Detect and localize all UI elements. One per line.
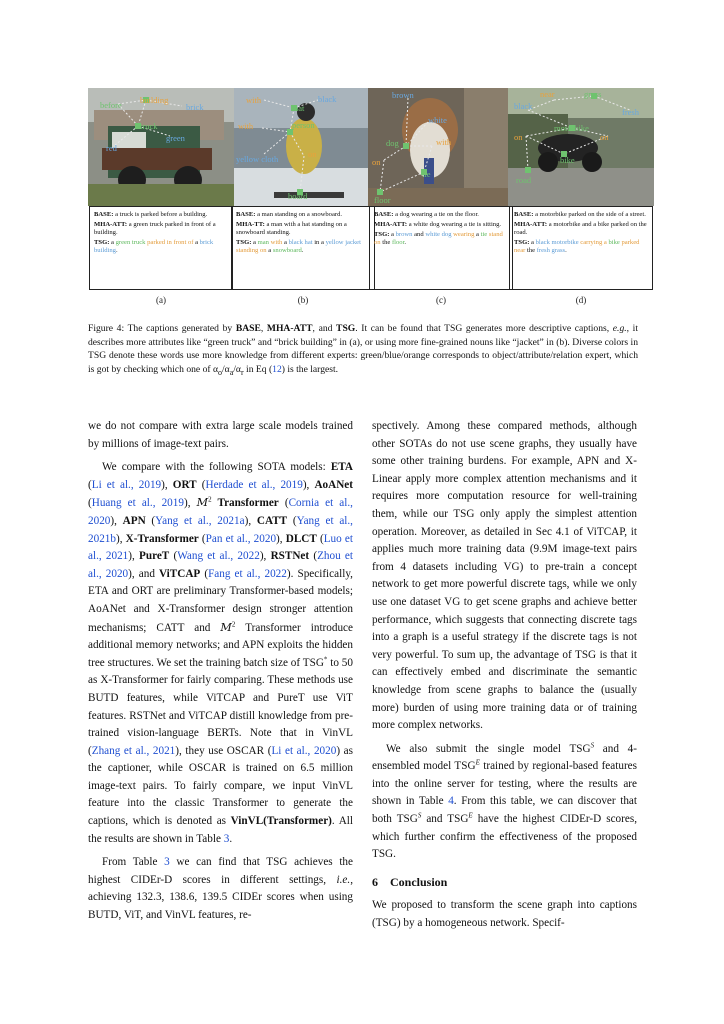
right-paragraph-1: spectively. Among these compared methods, although other SOTAs do not use scene graphs, they usually have some other training burdens. For example, APN and X-Linear apply more complex attention mechanisms and it requires more computation resource for well-training them, while our TSG only apply the simplest attention operation. Moreover, as detailed in Sec 4.1 of ViTCAP, it applies much more training data (9.9M image-text pairs from 4 datasets including VG) to pre-train a concept network to get more powerful discrete tags, while we only use one dataset VG to get scene graphs and achieve better performance, which suggests that connecting discrete tags into a graph is a useful strategy if the discrete tags is not very powerful. To sum up, the advantage of TSG is that it can effectively embed and discriminate the semantic knowledge from scene graphs to balance the (usually more) burden of using more training data or of training more complex networks. bbox=[372, 420, 637, 732]
eq-reference-link[interactable]: 12 bbox=[272, 363, 282, 375]
left-paragraph-1: we do not compare with extra large scale models trained by millions of image-text pairs. bbox=[88, 420, 353, 450]
node-grass: grass bbox=[584, 89, 602, 99]
subfigure-label-d: (d) bbox=[575, 295, 587, 305]
node-bike: bike bbox=[560, 155, 575, 165]
citation-link[interactable]: 4 bbox=[448, 795, 454, 808]
node-black: black bbox=[514, 101, 533, 111]
tsg-caption: TSG: a black motorbike carrying a bike parked near the fresh grass. bbox=[514, 239, 640, 254]
citation-link[interactable]: Wang et al., 2022 bbox=[177, 550, 260, 563]
panel-c-image bbox=[368, 88, 514, 206]
node-near: near bbox=[540, 89, 555, 99]
caption-box-a bbox=[89, 206, 233, 290]
node-before: before bbox=[100, 100, 122, 110]
subfigure-label-c: (c) bbox=[436, 295, 446, 305]
subfigure-label-b: (b) bbox=[297, 295, 309, 305]
snowboard-scene-image bbox=[234, 88, 380, 206]
citation-link[interactable]: Li et al., 2020 bbox=[271, 744, 337, 757]
node-person: person bbox=[292, 120, 315, 130]
node-on-2: on bbox=[600, 132, 609, 142]
caption-box-c bbox=[369, 206, 513, 290]
citation-link[interactable]: Pan et al., 2020 bbox=[205, 532, 277, 545]
right-column bbox=[372, 418, 637, 933]
citation-link[interactable]: 3 bbox=[164, 856, 170, 869]
node-yellow-cloth: yellow cloth bbox=[236, 154, 279, 164]
citation-link[interactable]: Herdade et al., 2019 bbox=[205, 478, 303, 491]
section-title: Conclusion bbox=[390, 874, 448, 889]
node-green: green bbox=[166, 133, 185, 143]
node-hat: hat bbox=[294, 103, 305, 113]
left-column bbox=[88, 418, 353, 925]
base-caption: BASE: a motorbike parked on the side of a street. bbox=[514, 211, 646, 218]
base-caption: BASE: a man standing on a snowboard. bbox=[236, 211, 343, 218]
citation-link[interactable]: Cornia et al., 2020 bbox=[88, 497, 353, 527]
node-dog: dog bbox=[386, 138, 399, 148]
caption-box-b bbox=[231, 206, 375, 290]
panel-a-image bbox=[88, 88, 234, 206]
right-paragraph-3: We proposed to transform the scene graph into captions (TSG) by a homogeneous network. Specif- bbox=[372, 899, 637, 930]
node-on: on bbox=[372, 157, 381, 167]
mha-caption: MHA-ATT: a motorbike and a bike parked on the road. bbox=[514, 221, 647, 236]
node-road: road bbox=[516, 175, 532, 185]
mha-caption: MHA-ATT: a green truck parked in front of a building. bbox=[94, 221, 216, 236]
base-caption: BASE: a dog wearing a tie on the floor. bbox=[374, 211, 479, 218]
citation-link[interactable]: Yang et al., 2021b bbox=[88, 514, 353, 545]
right-paragraph-2: We also submit the single model $TSG^S$ and 4-ensembled model $TSG^E$ trained by regional-based features into the online server for testing, where the results are shown in Table 4. From this table, we can discover that both $TSG^S$ and $TSG^E$ have the highest CIDEr-D scores, which further confirm the effectiveness of the proposed TSG. bbox=[372, 740, 637, 861]
node-fresh: fresh bbox=[622, 107, 639, 117]
node-red: red bbox=[106, 143, 117, 153]
tsg-caption: TSG: a man with a black hat in a yellow jacket standing on a snowboard. bbox=[236, 239, 361, 254]
mha-caption: MHA-TT: a man with a hat standing on a snowboard standing. bbox=[236, 221, 347, 236]
node-tie: tie bbox=[422, 169, 431, 179]
node-with-2: with bbox=[238, 121, 254, 131]
node-motorbike: motorbike bbox=[554, 123, 589, 133]
section-heading-conclusion bbox=[372, 874, 637, 892]
node-white: white bbox=[428, 115, 447, 125]
panel-d-image bbox=[508, 88, 654, 206]
citation-link[interactable]: Zhang et al., 2021 bbox=[91, 744, 176, 757]
citation-link[interactable]: Luo et al., 2021 bbox=[88, 532, 353, 563]
node-building: building bbox=[140, 95, 169, 105]
node-board: board bbox=[288, 191, 308, 201]
node-floor: floor bbox=[374, 195, 391, 205]
tsg-caption: TSG: a brown and white dog wearing a tie stand on the floor. bbox=[374, 231, 503, 246]
citation-link[interactable]: Fang et al., 2022 bbox=[208, 567, 287, 580]
node-black: black bbox=[318, 94, 337, 104]
node-with-1: with bbox=[246, 95, 262, 105]
figure-caption: Figure 4: The captions generated by BASE, MHA-ATT, and TSG. It can be found that TSG generates more descriptive captions, e.g., it describes more attributes like “green truck” and “brick building” in (a), or using more fine-grained nouns like “jacket” in (b). Diverse colors in TSG denote these words use more knowledge from different experts: green/blue/orange corresponds to object/attribute/relation expert, which is got by checking which one of $\alpha_o/\alpha_a/\alpha_r$ in Eq (12) is the largest. bbox=[88, 323, 638, 377]
mha-caption: MHA-ATT: a white dog wearing a tie is sitting. bbox=[374, 221, 502, 228]
base-caption: BASE: a truck is parked before a building. bbox=[94, 211, 208, 218]
section-number: 6 bbox=[372, 874, 378, 889]
panel-b-image bbox=[234, 88, 380, 206]
left-paragraph-3: From Table 3 we can find that TSG achieves the highest CIDEr-D scores in different settings, i.e., achieving 132.3, 138.6, 139.5 CIDEr scores when using BUTD, ViT, and VinVL features, re- bbox=[88, 856, 353, 922]
citation-link[interactable]: 3 bbox=[223, 832, 230, 845]
node-truck: truck bbox=[140, 121, 158, 131]
caption-box-d bbox=[509, 206, 653, 290]
left-paragraph-2: We compare with the following SOTA models: ETA (Li et al., 2019), ORT (Herdade et al., 2019), AoANet (Huang et al., 2019), $M^2$ Transformer (Cornia et al., 2020), APN (Yang et al., 2021a), CATT (Yang et al., 2021b), X-Transformer (Pan et al., 2020), DLCT (Luo et al., 2021), PureT (Wang et al., 2022), RSTNet (Zhou et al., 2020), and ViTCAP (Fang et al., 2022). Specifically, ETA and ORT are preliminary Transformer-based models; AoANet and X-Transformer design stronger attention mechanisms; CATT and $M^2$ Transformer introduce additional memory networks; and APN exploits the hidden tree structures. We set the training batch size of TSG* to 50 as X-Transformer for fairly comparing. These methods use BUTD features, while ViTCAP and PureT use ViT features. RSTNet and ViTCAP distill knowledge from pre-trained vision-language BERTs. Note that in VinVL (Zhang et al., 2021), they use OSCAR (Li et al., 2020) as the captioner, while OSCAR is trained on 6.5 million image-text pairs. To fairly compare, we input VinVL feature into the classic Transformer to generate the captions, which is denoted as VinVL(Transformer). All the results are shown in Table 3. bbox=[88, 461, 353, 845]
subfigure-label-a: (a) bbox=[156, 295, 166, 305]
tsg-caption: TSG: a green truck parked in front of a brick building. bbox=[94, 239, 214, 254]
node-brick: brick bbox=[186, 102, 204, 112]
node-with: with bbox=[436, 137, 452, 147]
node-on-1: on bbox=[514, 132, 523, 142]
citation-link[interactable]: Yang et al., 2021a bbox=[155, 514, 245, 527]
node-on: on bbox=[308, 149, 317, 159]
citation-link[interactable]: Zhou et al., 2020 bbox=[88, 550, 353, 580]
node-brown: brown bbox=[392, 90, 414, 100]
citation-link[interactable]: Huang et al., 2019 bbox=[91, 497, 184, 510]
citation-link[interactable]: Li et al., 2019 bbox=[91, 478, 162, 491]
